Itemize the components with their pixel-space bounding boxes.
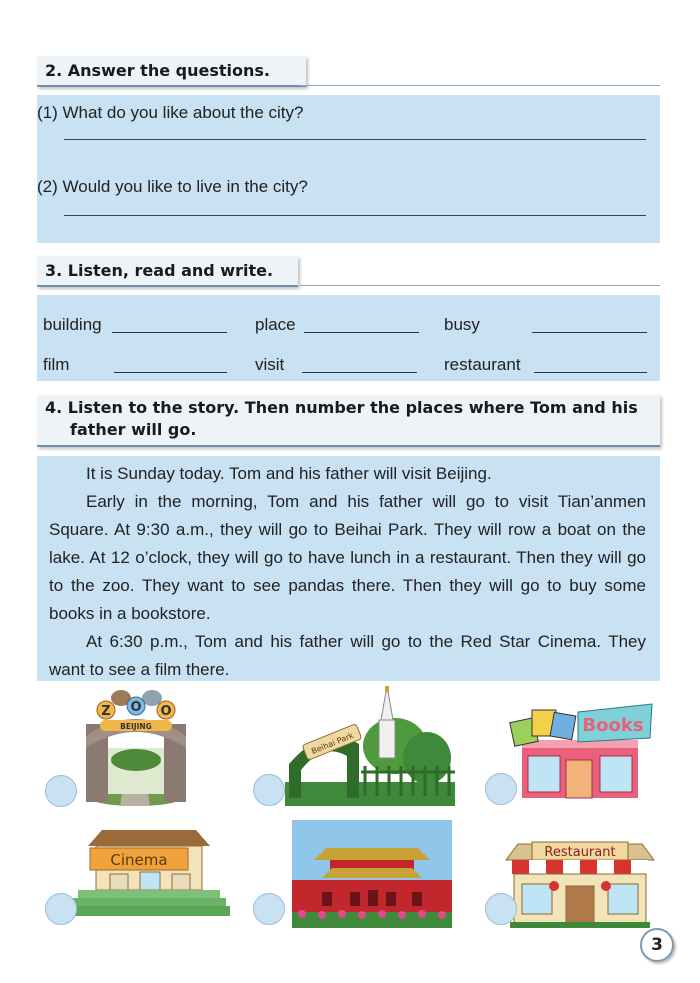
vocab-word-place: place [255, 315, 296, 334]
question-1: (1) What do you like about the city? [37, 103, 304, 122]
zoo-letter: O [160, 704, 172, 719]
section-3-heading [37, 256, 298, 287]
vocab-blank[interactable] [302, 372, 417, 373]
story-panel [37, 456, 660, 681]
vocab-word-busy: busy [444, 315, 480, 334]
cinema-sign-text: Cinema [110, 851, 168, 869]
bookstore-picture [500, 700, 656, 800]
questions-panel [37, 95, 660, 243]
cinema-picture [68, 824, 230, 924]
vocab-blank[interactable] [534, 372, 647, 373]
section-3-heading-text: 3. Listen, read and write. [45, 261, 274, 280]
section-2-heading [37, 56, 306, 87]
number-circle-bookstore[interactable] [485, 773, 517, 805]
section-2-heading-text: 2. Answer the questions. [45, 61, 270, 80]
story-paragraph: Early in the morning, Tom and his father will go to visit Tian’anmen Square. At 9:30 a.m., they will go to Beihai Park. They will row a boat on the lake. At 12 o’clock, they will go to have lunch in a restaurant. Then they will go to the zoo. They want to see pandas there. Then they will go to buy some books in a bookstore. [49, 492, 646, 623]
number-circle-park[interactable] [253, 774, 285, 806]
question-2: (2) Would you like to live in the city? [37, 177, 308, 196]
vocab-word-film: film [43, 355, 70, 374]
vocab-blank[interactable] [112, 332, 227, 333]
story-paragraph: At 6:30 p.m., Tom and his father will go to the Red Star Cinema. They want to see a film there. [49, 632, 646, 679]
number-circle-tiananmen[interactable] [253, 893, 285, 925]
books-sign-text: Books [582, 715, 644, 736]
zoo-picture [78, 688, 193, 806]
answer-line-2[interactable] [64, 215, 646, 216]
tiananmen-picture [292, 820, 452, 928]
vocab-word-building: building [43, 315, 102, 334]
vocab-blank[interactable] [114, 372, 227, 373]
vocab-blank[interactable] [532, 332, 647, 333]
number-circle-zoo[interactable] [45, 775, 77, 807]
vocab-word-restaurant: restaurant [444, 355, 521, 374]
vocab-panel [37, 295, 660, 381]
story-paragraph: It is Sunday today. Tom and his father will visit Beijing. [86, 464, 492, 483]
restaurant-sign-text: Restaurant [544, 845, 616, 860]
beihai-park-picture [285, 686, 455, 806]
section-4-heading [37, 395, 660, 447]
vocab-word-visit: visit [255, 355, 285, 374]
zoo-letter: O [130, 700, 142, 715]
answer-line-1[interactable] [64, 139, 646, 140]
heading-rule [300, 85, 660, 86]
heading-rule [300, 285, 660, 286]
section-4-heading-line-2: father will go. [70, 420, 197, 439]
park-sign-text: Beihai Park [310, 730, 355, 756]
page-number: 3 [640, 928, 674, 962]
vocab-blank[interactable] [304, 332, 419, 333]
story-text [49, 460, 646, 684]
number-circle-cinema[interactable] [45, 893, 77, 925]
section-4-heading-line-1: 4. Listen to the story. Then number the places where Tom and his [45, 398, 638, 417]
zoo-beijing-text: BEIJING [120, 722, 152, 731]
zoo-letter: Z [101, 704, 111, 719]
number-circle-restaurant[interactable] [485, 893, 517, 925]
restaurant-picture [502, 838, 658, 930]
